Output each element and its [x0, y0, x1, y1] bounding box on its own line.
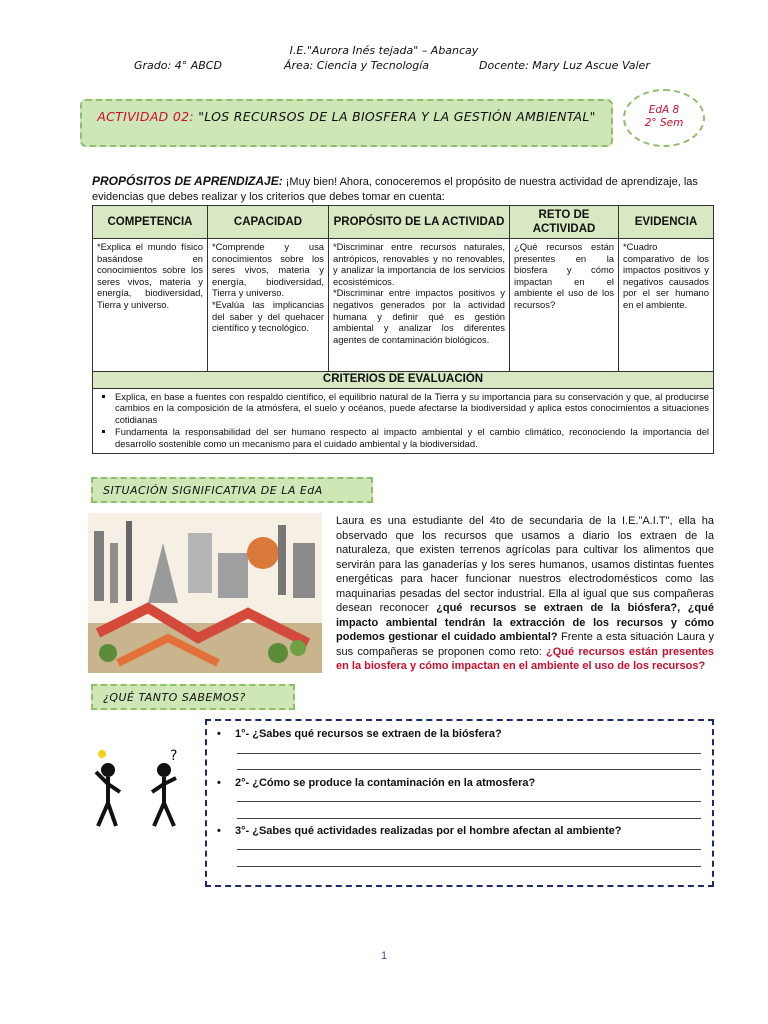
- area-label: Área: Ciencia y Tecnología: [284, 59, 430, 72]
- situacion-text-1: Laura es una estudiante del 4to de secundaria de la I.E."A.I.T", ella ha observado que los recursos que usamos a diario los extraen de la naturaleza, que existen terrenos agrícolas para cultivar los alimentos que servirán para las ganaderías y los seres humanos, usamos distintas fuentes energéticas para hacer funcionar nuestros electrodomésticos como las maquinarias pesadas del sector industrial. Ella al igual que sus compañeras desean reconocer: [336, 515, 714, 614]
- situacion-label: SITUACIÓN SIGNIFICATIVA DE LA EdA: [91, 477, 373, 503]
- situacion-reto: ¿Qué recursos están presentes en la biosfera y cómo impactan en el ambiente el uso de los recursos?: [336, 645, 714, 672]
- propositos-text: ¡Muy bien! Ahora, conoceremos el propósito de nuestra actividad de aprendizaje, las evidencias que debes realizar y los criterios que debes tomar en cuenta:: [92, 176, 698, 203]
- header-reto: RETO DE ACTIVIDAD: [510, 206, 619, 239]
- page-number: 1: [380, 950, 388, 962]
- criterio-item: ▪ Explica, en base a fuentes con respaldo científico, el equilibrio natural de la Tierra y su importancia para su conservación y que, al producirse cambios en la composición de la atmósfera, el suelo y océanos, puede afectarse la biodiversidad y aplica estos conocimientos a situaciones cotidianas: [115, 391, 709, 426]
- grade-label: Grado: 4° ABCD: [134, 59, 222, 72]
- activity-banner: [80, 99, 613, 147]
- semester-label: 2° Sem: [644, 117, 684, 129]
- cell-proposito: [329, 239, 510, 372]
- answer-line[interactable]: [237, 849, 701, 850]
- criterios-header: CRITERIOS DE EVALUACIÓN: [93, 372, 714, 389]
- eda-number: EdA 8: [648, 104, 680, 116]
- question-item: • 1°- ¿Sabes qué recursos se extraen de la biósfera?: [217, 728, 502, 740]
- capacidad-item: *Evalúa las implicancias del saber y del quehacer científico y tecnológico.: [212, 298, 324, 334]
- header-capacidad: CAPACIDAD: [208, 206, 329, 239]
- questions-box: [205, 719, 714, 887]
- criterios-list: [97, 391, 709, 450]
- question-item: • 3°- ¿Sabes qué actividades realizadas por el hombre afectan al ambiente?: [217, 825, 622, 837]
- question-text: 3°- ¿Sabes qué actividades realizadas por el hombre afectan al ambiente?: [235, 825, 622, 837]
- header-evidencia: EVIDENCIA: [619, 206, 714, 239]
- answer-line[interactable]: [237, 753, 701, 754]
- answer-line[interactable]: [237, 769, 701, 770]
- header-competencia: COMPETENCIA: [93, 206, 208, 239]
- capacidad-item: *Comprende y usa conocimientos sobre los seres vivos, materia y energía, biodiversidad, Tierra y universo.: [212, 241, 324, 299]
- situacion-text-2: Frente a esta situación Laura y sus compañeras se proponen como reto:: [336, 631, 714, 658]
- proposito-item: *Discriminar entre recursos naturales, antrópicos, renovables y no renovables, y analizar la importancia de los servicios ecosistémicos.: [333, 241, 505, 287]
- question-item: • 2°- ¿Cómo se produce la contaminación en la atmosfera?: [217, 777, 536, 789]
- header-proposito: PROPÓSITO DE LA ACTIVIDAD: [329, 206, 510, 239]
- sabemos-label: ¿QUÉ TANTO SABEMOS?: [91, 684, 295, 710]
- criterios-cell: [93, 388, 714, 453]
- criterio-item: ▪ Fundamenta la responsabilidad del ser humano respecto al impacto ambiental y el cambio climático, reconociendo la importancia del desarrollo sostenible como un mecanismo para el cuidado ambiental y la biodiversidad.: [115, 426, 709, 449]
- propositos-intro: [92, 174, 714, 205]
- answer-line[interactable]: [237, 818, 701, 819]
- cell-evidencia: *Cuadro comparativo de los impactos positivos y negativos causados por el ser humano en el ambiente.: [619, 239, 714, 372]
- cell-competencia: *Explica el mundo físico basándose en conocimientos sobre los seres vivos, materia y energía, biodiversidad, Tierra y universo.: [93, 239, 208, 372]
- propositos-label: PROPÓSITOS DE APRENDIZAJE:: [92, 174, 283, 188]
- activity-title: "LOS RECURSOS DE LA BIOSFERA Y LA GESTIÓN AMBIENTAL": [198, 109, 596, 124]
- proposito-item: *Discriminar entre impactos positivos y negativos generados por la actividad humana y definir qué es gestión ambiental y analizar los diferentes agentes de contaminación biológicos.: [333, 287, 505, 345]
- situacion-text: [336, 514, 714, 674]
- environment-illustration: [88, 513, 322, 673]
- situacion-questions: ¿qué recursos se extraen de la biósfera?, ¿qué impacto ambiental tendrán la extracción de los recursos y cómo podemos gestionar el cuidado ambiental?: [336, 602, 714, 643]
- learning-table: [92, 205, 714, 454]
- question-text: 2°- ¿Cómo se produce la contaminación en la atmosfera?: [235, 777, 536, 789]
- answer-line[interactable]: [237, 801, 701, 802]
- eda-badge: [623, 89, 705, 147]
- thinking-figures-illustration: [90, 748, 190, 832]
- question-text: 1°- ¿Sabes qué recursos se extraen de la biósfera?: [235, 728, 502, 740]
- svg-text:?: ?: [170, 748, 178, 764]
- school-name: I.E."Aurora Inés tejada" – Abancay: [289, 44, 479, 57]
- cell-reto: ¿Qué recursos están presentes en la biosfera y cómo impactan en el ambiente el uso de los recursos?: [510, 239, 619, 372]
- activity-label: ACTIVIDAD 02:: [97, 109, 194, 124]
- cell-capacidad: [208, 239, 329, 372]
- answer-line[interactable]: [237, 866, 701, 867]
- teacher-label: Docente: Mary Luz Ascue Valer: [479, 59, 650, 72]
